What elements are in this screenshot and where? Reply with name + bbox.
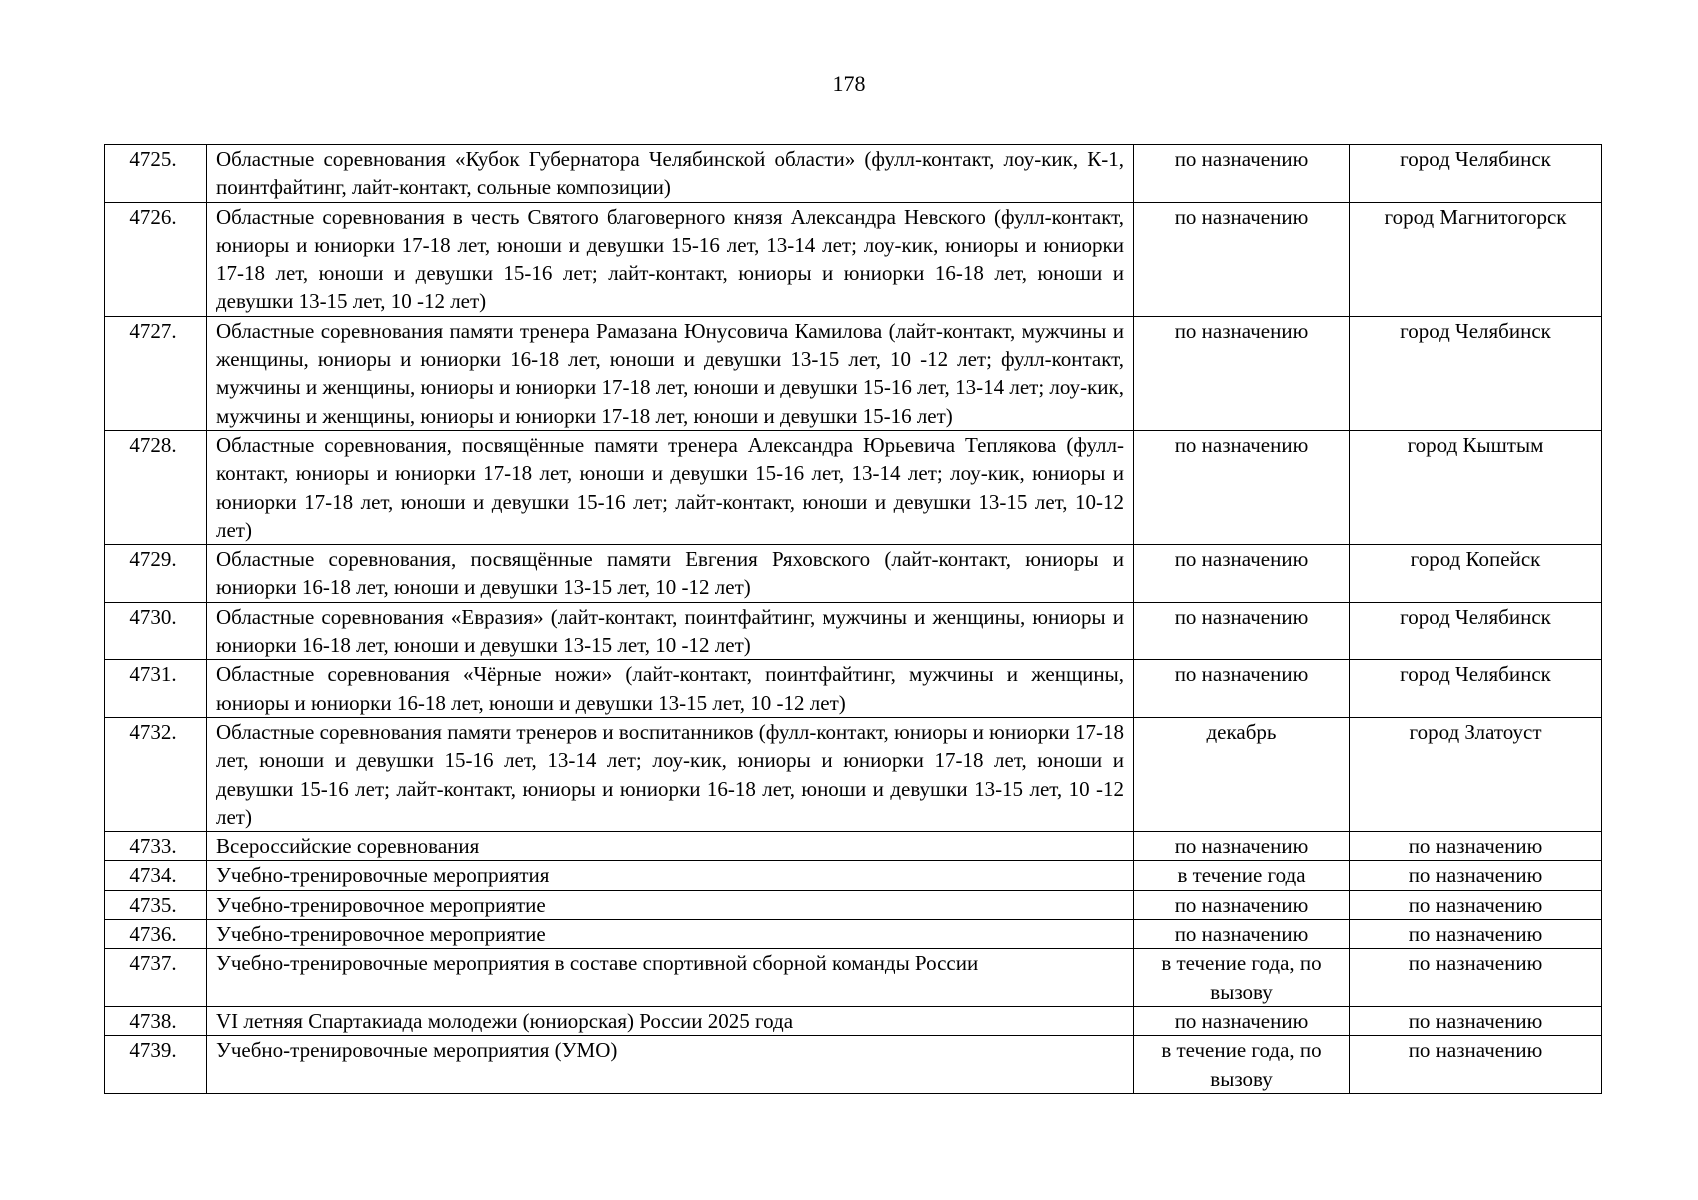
event-name: Областные соревнования «Евразия» (лайт-контакт, поинтфайтинг, мужчины и женщины, юниоры и юниорки 16-18 лет, юноши и девушки 13-15 лет, 10 -12 лет): [207, 602, 1134, 660]
events-table-body: [105, 145, 1602, 1094]
row-number: 4734.: [105, 861, 207, 890]
table-row: [105, 890, 1602, 919]
event-place: город Кыштым: [1350, 430, 1602, 544]
event-place: по назначению: [1350, 949, 1602, 1007]
row-number: 4737.: [105, 949, 207, 1007]
event-place: по назначению: [1350, 920, 1602, 949]
event-date: по назначению: [1134, 1006, 1350, 1035]
table-row: [105, 1036, 1602, 1094]
row-number: 4726.: [105, 202, 207, 316]
event-date: по назначению: [1134, 145, 1350, 203]
event-place: город Златоуст: [1350, 717, 1602, 831]
event-place: город Копейск: [1350, 545, 1602, 603]
row-number: 4729.: [105, 545, 207, 603]
table-row: [105, 316, 1602, 430]
event-name: Областные соревнования «Чёрные ножи» (лайт-контакт, поинтфайтинг, мужчины и женщины, юниоры и юниорки 16-18 лет, юноши и девушки 13-15 лет, 10 -12 лет): [207, 660, 1134, 718]
event-date: по назначению: [1134, 316, 1350, 430]
event-name: Областные соревнования «Кубок Губернатора Челябинской области» (фулл-контакт, лоу-кик, К-1, поинтфайтинг, лайт-контакт, сольные композиции): [207, 145, 1134, 203]
row-number: 4733.: [105, 832, 207, 861]
event-date: в течение года, по вызову: [1134, 949, 1350, 1007]
event-name: Областные соревнования памяти тренеров и воспитанников (фулл-контакт, юниоры и юниорки 17-18 лет, юноши и девушки 15-16 лет, 13-14 лет; лоу-кик, юниоры и юниорки 17-18 лет, юноши и девушки 15-16 лет; лайт-контакт, юниоры и юниорки 16-18 лет, юноши и девушки 13-15 лет, 10 -12 лет): [207, 717, 1134, 831]
event-date: по назначению: [1134, 202, 1350, 316]
row-number: 4728.: [105, 430, 207, 544]
event-place: по назначению: [1350, 890, 1602, 919]
event-name: Учебно-тренировочное мероприятие: [207, 920, 1134, 949]
row-number: 4736.: [105, 920, 207, 949]
event-date: по назначению: [1134, 890, 1350, 919]
event-name: Областные соревнования, посвящённые памяти тренера Александра Юрьевича Теплякова (фулл-контакт, юниоры и юниорки 17-18 лет, юноши и девушки 15-16 лет, 13-14 лет; лоу-кик, юниоры и юниорки 17-18 лет, юноши и девушки 15-16 лет; лайт-контакт, юноши и девушки 13-15 лет, 10-12 лет): [207, 430, 1134, 544]
row-number: 4738.: [105, 1006, 207, 1035]
table-row: [105, 545, 1602, 603]
event-name: Учебно-тренировочные мероприятия (УМО): [207, 1036, 1134, 1094]
row-number: 4727.: [105, 316, 207, 430]
event-name: Областные соревнования памяти тренера Рамазана Юнусовича Камилова (лайт-контакт, мужчины и женщины, юниоры и юниорки 16-18 лет, юноши и девушки 13-15 лет, 10 -12 лет; фулл-контакт, мужчины и женщины, юниоры и юниорки 17-18 лет, юноши и девушки 15-16 лет, 13-14 лет; лоу-кик, мужчины и женщины, юниоры и юниорки 17-18 лет, юноши и девушки 15-16 лет): [207, 316, 1134, 430]
table-row: [105, 920, 1602, 949]
row-number: 4735.: [105, 890, 207, 919]
row-number: 4732.: [105, 717, 207, 831]
table-row: [105, 430, 1602, 544]
row-number: 4731.: [105, 660, 207, 718]
event-place: по назначению: [1350, 1036, 1602, 1094]
row-number: 4730.: [105, 602, 207, 660]
table-row: [105, 717, 1602, 831]
event-date: по назначению: [1134, 430, 1350, 544]
event-name: Учебно-тренировочные мероприятия: [207, 861, 1134, 890]
page-number: 178: [832, 71, 866, 96]
event-place: город Магнитогорск: [1350, 202, 1602, 316]
event-place: город Челябинск: [1350, 602, 1602, 660]
table-row: [105, 1006, 1602, 1035]
table-row: [105, 202, 1602, 316]
event-name: Областные соревнования, посвящённые памяти Евгения Ряховского (лайт-контакт, юниоры и юниорки 16-18 лет, юноши и девушки 13-15 лет, 10 -12 лет): [207, 545, 1134, 603]
event-name: VI летняя Спартакиада молодежи (юниорская) России 2025 года: [207, 1006, 1134, 1035]
event-name: Учебно-тренировочные мероприятия в составе спортивной сборной команды России: [207, 949, 1134, 1007]
table-row: [105, 602, 1602, 660]
event-date: по назначению: [1134, 832, 1350, 861]
event-name: Всероссийские соревнования: [207, 832, 1134, 861]
event-date: декабрь: [1134, 717, 1350, 831]
event-name: Областные соревнования в честь Святого благоверного князя Александра Невского (фулл-контакт, юниоры и юниорки 17-18 лет, юноши и девушки 15-16 лет, 13-14 лет; лоу-кик, юниоры и юниорки 17-18 лет, юноши и девушки 15-16 лет; лайт-контакт, юниоры и юниорки 16-18 лет, юноши и девушки 13-15 лет, 10 -12 лет): [207, 202, 1134, 316]
row-number: 4739.: [105, 1036, 207, 1094]
table-row: [105, 660, 1602, 718]
event-place: город Челябинск: [1350, 145, 1602, 203]
event-place: по назначению: [1350, 1006, 1602, 1035]
events-table: [104, 144, 1602, 1094]
event-date: по назначению: [1134, 602, 1350, 660]
event-date: по назначению: [1134, 660, 1350, 718]
event-date: в течение года: [1134, 861, 1350, 890]
event-date: по назначению: [1134, 920, 1350, 949]
table-row: [105, 949, 1602, 1007]
event-date: по назначению: [1134, 545, 1350, 603]
row-number: 4725.: [105, 145, 207, 203]
table-row: [105, 832, 1602, 861]
event-date: в течение года, по вызову: [1134, 1036, 1350, 1094]
table-row: [105, 145, 1602, 203]
table-row: [105, 861, 1602, 890]
event-name: Учебно-тренировочное мероприятие: [207, 890, 1134, 919]
event-place: город Челябинск: [1350, 316, 1602, 430]
event-place: по назначению: [1350, 832, 1602, 861]
event-place: по назначению: [1350, 861, 1602, 890]
event-place: город Челябинск: [1350, 660, 1602, 718]
